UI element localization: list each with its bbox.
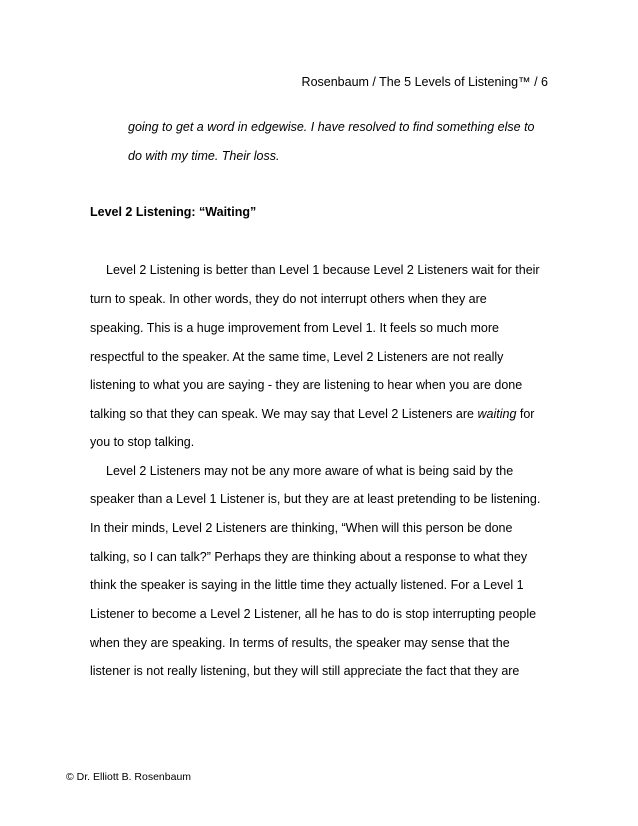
- paragraph-line: speaking. This is a huge improvement from Level 1. It feels so much more: [90, 321, 499, 335]
- quote-line: going to get a word in edgewise. I have resolved to find something else to: [128, 120, 535, 134]
- section-heading: Level 2 Listening: “Waiting”: [90, 205, 257, 219]
- paragraph-text: talking so that they can speak. We may say that Level 2 Listeners are: [90, 407, 478, 421]
- emphasis-word: waiting: [477, 407, 517, 421]
- paragraph-line: you to stop talking.: [90, 435, 195, 449]
- paragraph-line: Level 2 Listening is better than Level 1 because Level 2 Listeners wait for their: [106, 263, 540, 277]
- paragraph-line: when they are speaking. In terms of results, the speaker may sense that the: [90, 636, 510, 650]
- paragraph-line: Level 2 Listeners may not be any more aware of what is being said by the: [106, 464, 514, 478]
- footer-copyright: © Dr. Elliott B. Rosenbaum: [66, 771, 192, 783]
- paragraph-line: Listener to become a Level 2 Listener, all he has to do is stop interrupting people: [90, 607, 537, 621]
- paragraph-line: speaker than a Level 1 Listener is, but they are at least pretending to be listening.: [90, 492, 541, 506]
- paragraph-line: listening to what you are saying - they are listening to hear when you are done: [90, 378, 523, 392]
- quote-line: do with my time. Their loss.: [128, 149, 280, 163]
- paragraph-line: turn to speak. In other words, they do not interrupt others when they are: [90, 292, 487, 306]
- running-header: Rosenbaum / The 5 Levels of Listening™ / 6: [301, 75, 548, 89]
- paragraph-line: think the speaker is saying in the little time they actually listened. For a Level 1: [90, 578, 524, 592]
- paragraph-text: for: [516, 407, 535, 421]
- paragraph-line: talking, so I can talk?” Perhaps they are thinking about a response to what they: [90, 550, 528, 564]
- paragraph-line: listener is not really listening, but they will still appreciate the fact that they are: [90, 664, 520, 678]
- paragraph-line: [90, 406, 534, 422]
- paragraph-line: In their minds, Level 2 Listeners are thinking, “When will this person be done: [90, 521, 513, 535]
- paragraph-line: respectful to the speaker. At the same time, Level 2 Listeners are not really: [90, 350, 504, 364]
